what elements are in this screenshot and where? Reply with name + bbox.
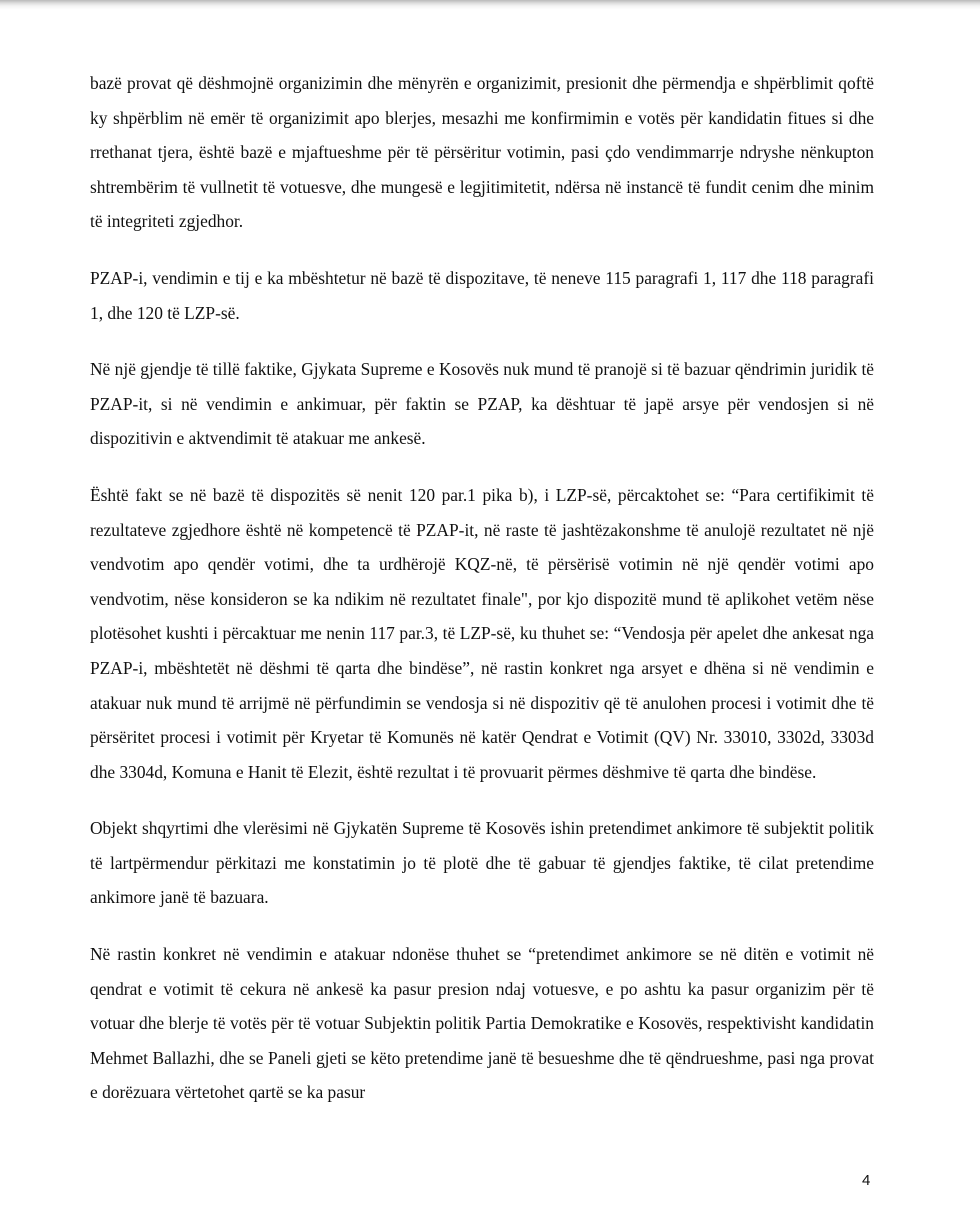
paragraph-1: bazë provat që dëshmojnë organizimin dhe mënyrën e organizimit, presionit dhe përmendja e shpërblimit qoftë ky shpërblim në emër të organizimit apo blerjes, mesazhi me konfirmimin e votës për kandidatin fitues si dhe rrethanat tjera, është bazë e mjaftueshme për të përsëritur votimin, pasi çdo vendimmarrje ndryshe nënkupton shtrembërim të vullnetit të votuesve, dhe mungesë e legjitimitetit, ndërsa në instancë të fundit cenim dhe minim të integriteti zgjedhor. — [90, 73, 874, 232]
paragraph-5: Objekt shqyrtimi dhe vlerësimi në Gjykatën Supreme të Kosovës ishin pretendimet ankimore të subjektit politik të lartpërmendur përkitazi me konstatimin jo të plotë dhe të gabuar të gjendjes faktike, të cilat pretendime ankimore janë të bazuara. — [90, 818, 874, 908]
paragraph-4: Është fakt se në bazë të dispozitës së nenit 120 par.1 pika b), i LZP-së, përcaktohet se: “Para certifikimit të rezultateve zgjedhore është në kompetencë të PZAP-it, në raste të jashtëzakonshme të anulojë rezultatet në një vendvotim apo qendër votimi, dhe ta urdhërojë KQZ-në, të përsërisë votimin në një qendër votimi apo vendvotim, nëse konsideron se ka ndikim në rezultatet finale", por kjo dispozitë mund të aplikohet vetëm nëse plotësohet kushti i përcaktuar me nenin 117 par.3, të LZP-së, ku thuhet se: “Vendosja për apelet dhe ankesat nga PZAP-i, mbështetët në dëshmi të qarta dhe bindëse”, në rastin konkret nga arsyet e dhëna si në vendimin e atakuar nuk mund të arrijmë në përfundimin se vendosja si në dispozitiv që të anulohen procesi i votimit dhe të përsëritet procesi i votimit për Kryetar të Komunës në katër Qendrat e Votimit (QV) Nr. 33010, 3302d, 3303d dhe 3304d, Komuna e Hanit të Elezit, është rezultat i të provuarit përmes dëshmive të qarta dhe bindëse. — [90, 484, 874, 782]
page-number: 4 — [862, 1172, 871, 1189]
document-page — [90, 66, 874, 1132]
paragraph-2: PZAP-i, vendimin e tij e ka mbështetur në bazë të dispozitave, të neneve 115 paragrafi 1, 117 dhe 118 paragrafi 1, dhe 120 të LZP-së. — [90, 267, 874, 323]
paragraph-6: Në rastin konkret në vendimin e atakuar ndonëse thuhet se “pretendimet ankimore se në ditën e votimit në qendrat e votimit të cekura në ankesë ka pasur presion ndaj votuesve, e po ashtu ka pasur organizim për të votuar dhe blerje të votës për të votuar Subjektin politik Partia Demokratike e Kosovës, respektivisht kandidatin Mehmet Ballazhi, dhe se Paneli gjeti se këto pretendime janë të besueshme dhe të qëndrueshme, pasi nga provat e dorëzuara vërtetohet qartë se ka pasur — [90, 944, 874, 1103]
viewer-top-shadow — [0, 0, 980, 10]
paragraph-3: Në një gjendje të tillë faktike, Gjykata Supreme e Kosovës nuk mund të pranojë si të bazuar qëndrimin juridik të PZAP-it, si në vendimin e ankimuar, për faktin se PZAP, ka dështuar të japë arsye për vendosjen si në dispozitivin e aktvendimit të atakuar me ankesë. — [90, 359, 874, 449]
